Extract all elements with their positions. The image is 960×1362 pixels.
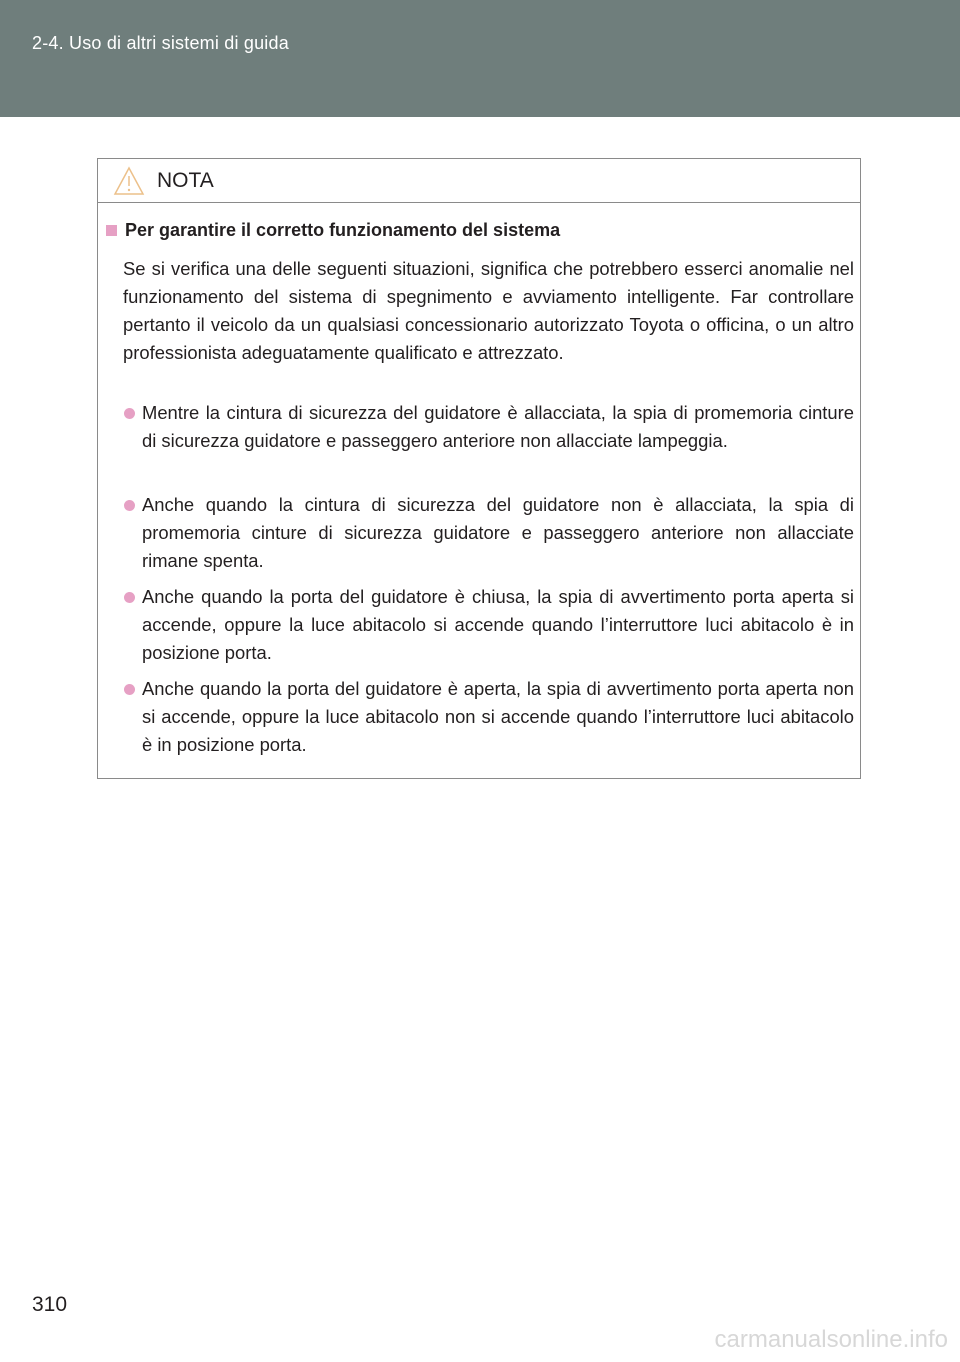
page-number: 310 (32, 1293, 68, 1316)
list-item (142, 675, 854, 759)
square-bullet-icon (106, 225, 117, 236)
list-item-text: Anche quando la cintura di sicurezza del guidatore non è allacciata, la spia di promemoria cinture di sicurezza guidatore e passeggero anteriore non allacciate rimane spenta. (142, 494, 854, 571)
note-label: NOTA (157, 169, 214, 192)
note-heading (106, 220, 560, 241)
bullet-dot-icon (124, 408, 135, 419)
note-box (97, 158, 861, 779)
bullet-dot-icon (124, 684, 135, 695)
note-header (98, 159, 860, 203)
bullet-dot-icon (124, 592, 135, 603)
watermark: carmanualsonline.info (714, 1326, 948, 1353)
note-paragraph: Se si verifica una delle seguenti situazioni, significa che potrebbero esserci anomalie nel funzionamento del sistema di spegnimento e avviamento intelligente. Far controllare pertanto il veicolo da un qualsiasi concessionario autorizzato Toyota o officina, o un altro professionista adeguatamente qualificato e attrezzato. (123, 258, 854, 363)
list-item-text: Anche quando la porta del guidatore è aperta, la spia di avvertimento porta aperta non si accende, oppure la luce abitacolo non si accende quando l’interruttore luci abitacolo è in posizione porta. (142, 678, 854, 755)
note-heading-text: Per garantire il corretto funzionamento del sistema (125, 220, 561, 240)
warning-triangle-icon (113, 166, 145, 196)
bullet-dot-icon (124, 500, 135, 511)
list-item (142, 583, 854, 667)
list-item (142, 491, 854, 575)
list-item-text: Mentre la cintura di sicurezza del guidatore è allacciata, la spia di promemoria cinture di sicurezza guidatore e passeggero anteriore non allacciate lampeggia. (142, 402, 854, 451)
section-title: 2-4. Uso di altri sistemi di guida (32, 33, 289, 53)
list-item (142, 399, 854, 455)
page-header (0, 0, 960, 117)
list-item-text: Anche quando la porta del guidatore è chiusa, la spia di avvertimento porta aperta si accende, oppure la luce abitacolo si accende quando l’interruttore luci abitacolo è in posizione porta. (142, 586, 854, 663)
